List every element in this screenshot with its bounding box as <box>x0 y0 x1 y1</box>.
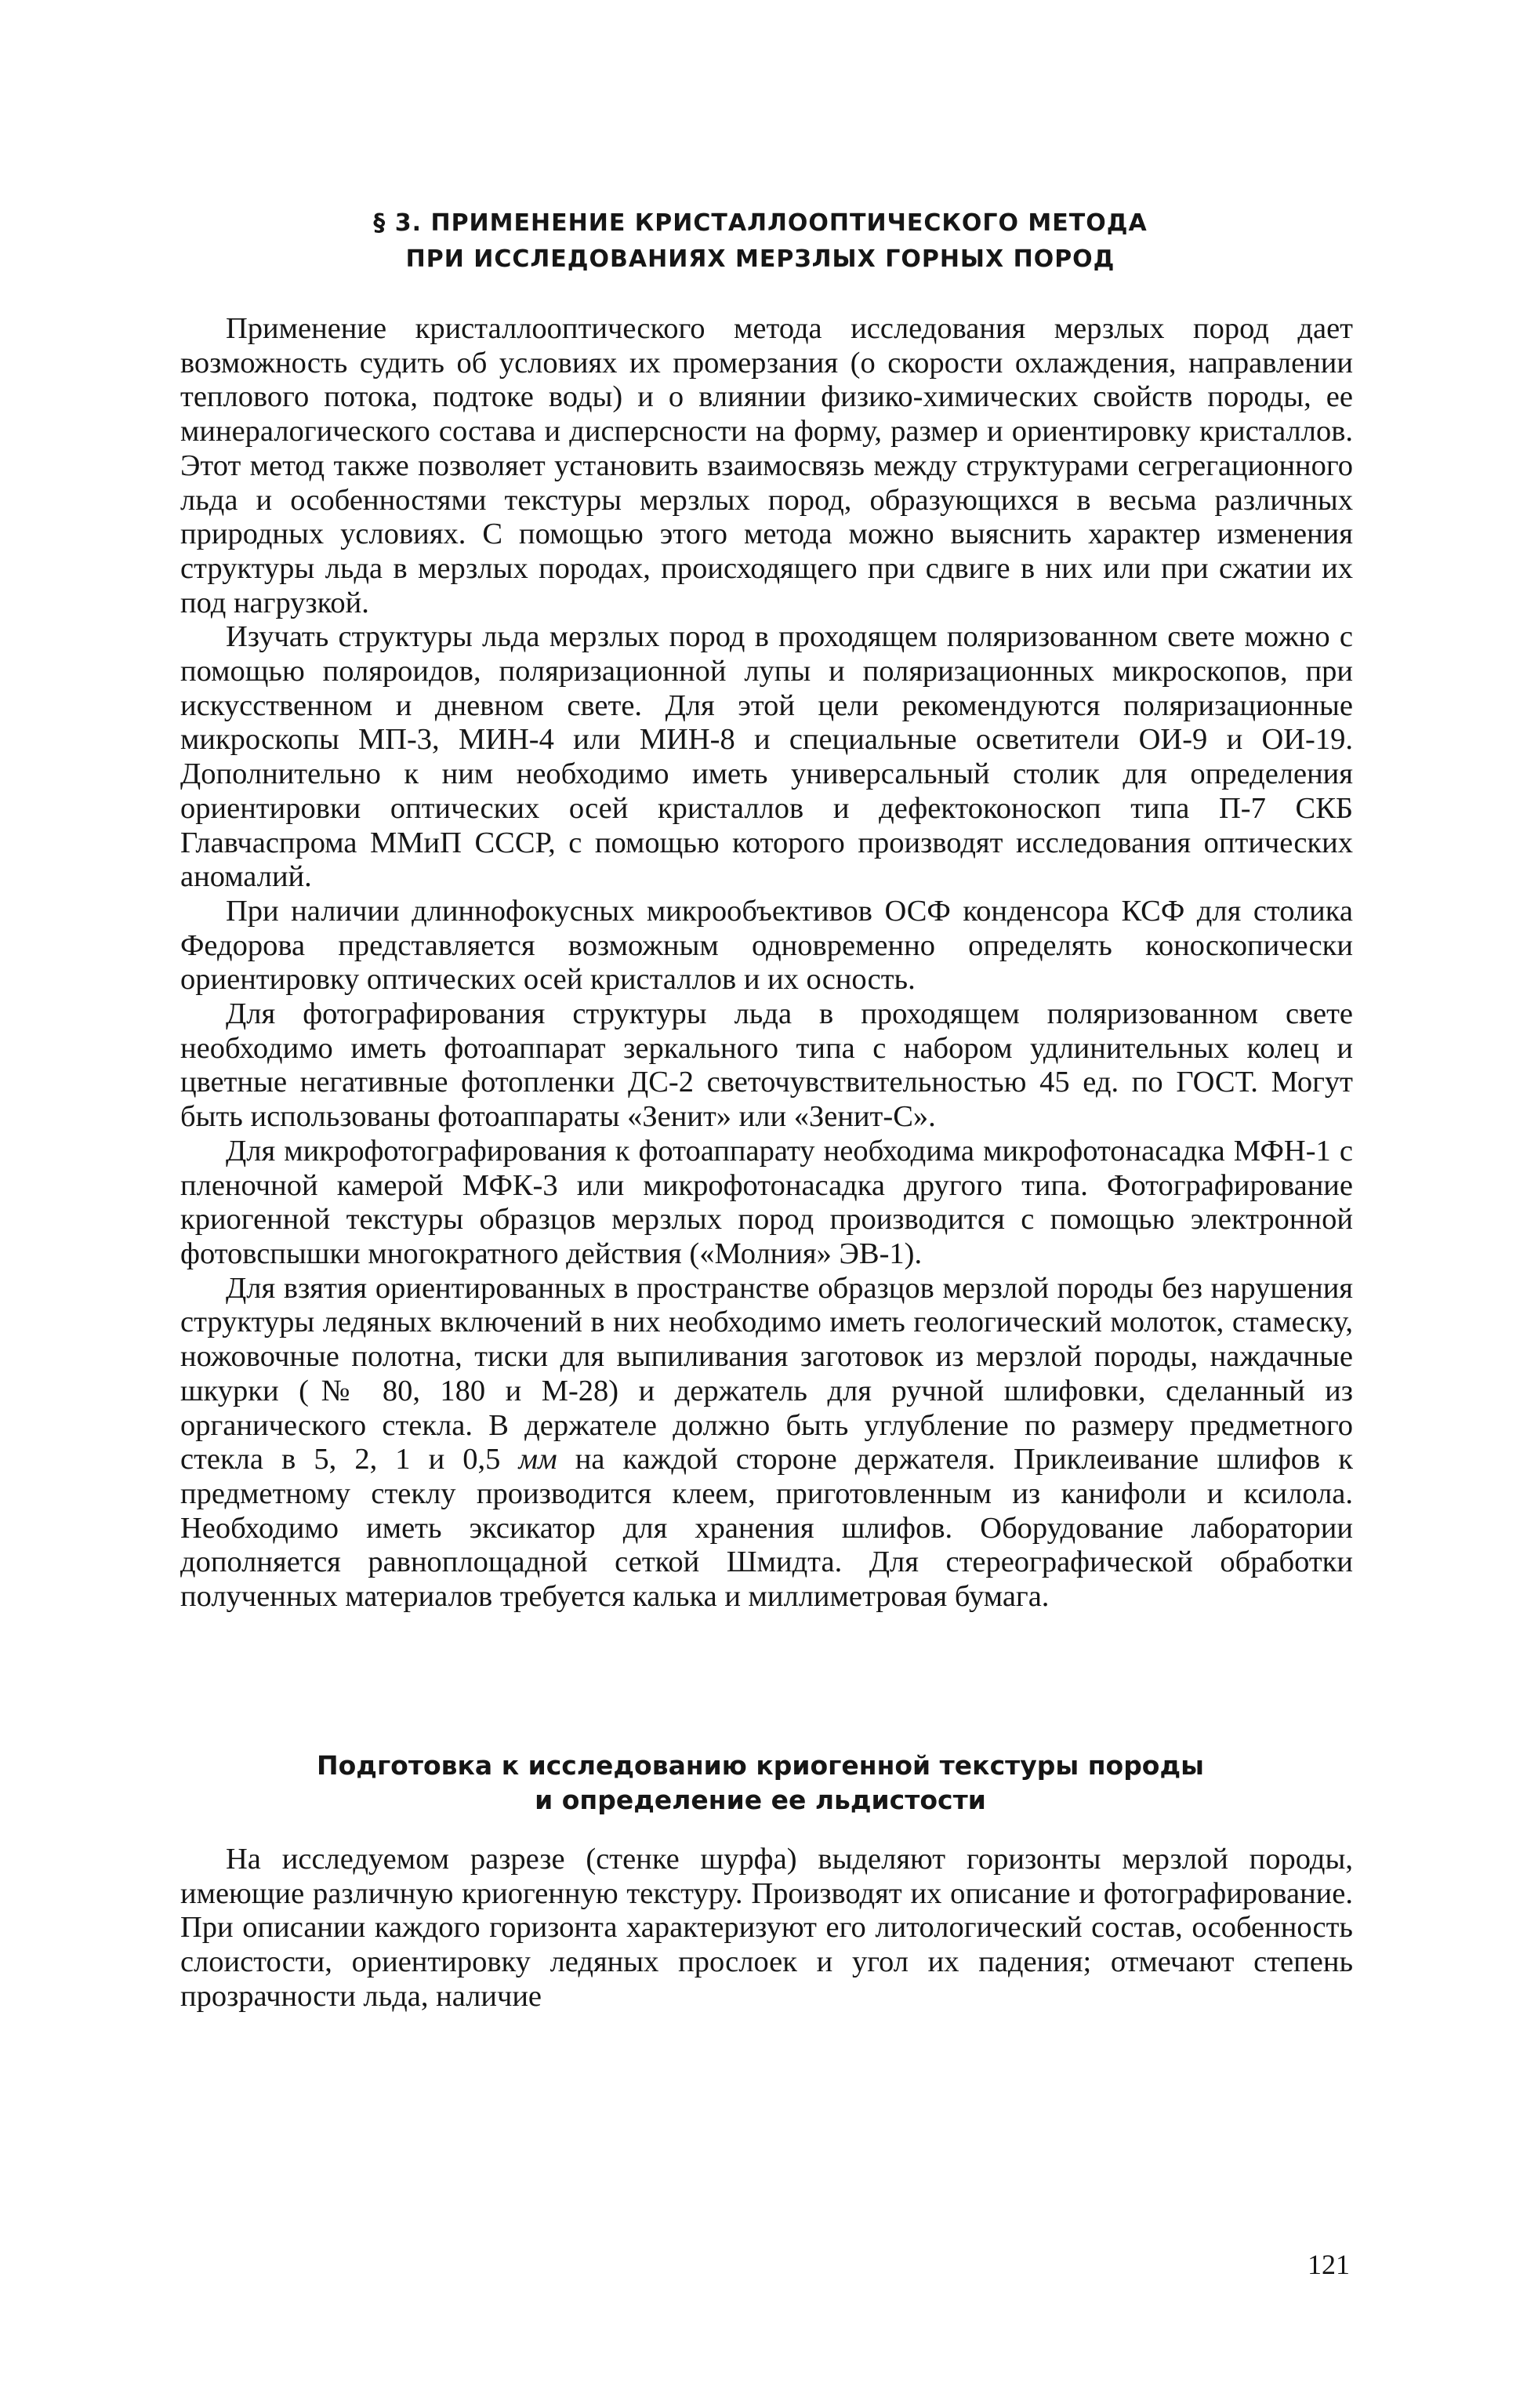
sampling-text-part-2: на каждой стороне держателя. Приклеивание шлифов к предметному стеклу производится клеем, приготовленным из канифоли и ксилола. Необходимо иметь эксикатор для хранения шлифов. Оборудование лаборатории дополняется равноплощадной сеткой Шмидта. Для стереографической обработки полученных материалов требуется калька и миллиметровая бумага. <box>180 1443 1353 1614</box>
paragraph-sampling-tools <box>180 1272 1353 1614</box>
section-body <box>180 312 1353 1614</box>
subsection-body <box>180 1843 1353 2014</box>
sampling-text-part-1: Для взятия ориентированных в пространстве образцов мерзлой породы без нарушения структуры ледяных включений в них необходимо иметь геологический молоток, стамеску, ножовочные полотна, тиски для выпиливания заготовок из мерзлой породы, наждачные шкурки (№ 80, 180 и М-28) и держатель для ручной шлифовки, сделанный из органического стекла. В держателе должно быть углубление по размеру предметного стекла в 5, 2, 1 и 0,5 <box>180 1271 1353 1476</box>
paragraph-equipment: Изучать структуры льда мерзлых пород в проходящем поляризованном свете можно с помощью поляроидов, поляризационной лупы и поляризационных микроскопов, при искусственном и дневном свете. Для этой цели рекомендуются поляризационные микроскопы МП-3, МИН-4 или МИН-8 и специальные осветители ОИ-9 и ОИ-19. Дополнительно к ним необходимо иметь универсальный столик для определения ориентировки оптических осей кристаллов и дефектоконоскоп типа П-7 СКБ Главчаспрома ММиП СССР, с помощью которого производят исследования оптических аномалий. <box>180 620 1353 894</box>
section-heading <box>204 205 1317 278</box>
unit-mm: мм <box>518 1443 557 1476</box>
paragraph-horizon-description: На исследуемом разрезе (стенке шурфа) выделяют горизонты мерзлой породы, имеющие различную криогенную текстуру. Производят их описание и фотографирование. При описании каждого горизонта характеризуют его литологический состав, особенность слоистости, ориентировку ледяных прослоек и угол их падения; отмечают степень прозрачности льда, наличие <box>180 1843 1353 2013</box>
subsection-heading-line-1: Подготовка к исследованию криогенной текстуры породы <box>317 1750 1204 1781</box>
page-number: 121 <box>1308 2249 1350 2280</box>
paragraph-photography: Для фотографирования структуры льда в проходящем поляризованном свете необходимо иметь фотоаппарат зеркального типа с набором удлинительных колец и цветные негативные фотопленки ДС-2 светочувствительностью 45 ед. по ГОСТ. Могут быть использованы фотоаппараты «Зенит» или «Зенит-С». <box>180 997 1353 1134</box>
paragraph-method-purpose: Применение кристаллооптического метода исследования мерзлых пород дает возможность судить об условиях их промерзания (о скорости охлаждения, направлении теплового потока, подтоке воды) и о влиянии физико-химических свойств породы, ее минералогического состава и дисперсности на форму, размер и ориентировку кристаллов. Этот метод также позволяет установить взаимосвязь между структурами сегрегационного льда и особенностями текстуры мерзлых пород, образующихся в весьма различных природных условиях. С помощью этого метода можно выяснить характер изменения структуры льда в мерзлых породах, происходящего при сдвиге в них или при сжатии их под нагрузкой. <box>180 312 1353 619</box>
section-heading-line-2: ПРИ ИССЛЕДОВАНИЯХ МЕРЗЛЫХ ГОРНЫХ ПОРОД <box>405 245 1115 273</box>
subsection-heading <box>204 1749 1317 1818</box>
section-heading-line-1: § 3. ПРИМЕНЕНИЕ КРИСТАЛЛООПТИЧЕСКОГО МЕТОДА <box>373 209 1148 237</box>
paragraph-fedorov-stage: При наличии длиннофокусных микрообъективов ОСФ конденсора КСФ для столика Федорова представляется возможным одновременно определять коноскопически ориентировку оптических осей кристаллов и их осность. <box>180 894 1353 997</box>
paragraph-microphotography: Для микрофотографирования к фотоаппарату необходима микрофотонасадка МФН-1 с пленочной камерой МФК-3 или микрофотонасадка другого типа. Фотографирование криогенной текстуры образцов мерзлых пород производится с помощью электронной фотовспышки многократного действия («Молния» ЭВ-1). <box>180 1134 1353 1270</box>
subsection-heading-line-2: и определение ее льдистости <box>535 1785 986 1815</box>
